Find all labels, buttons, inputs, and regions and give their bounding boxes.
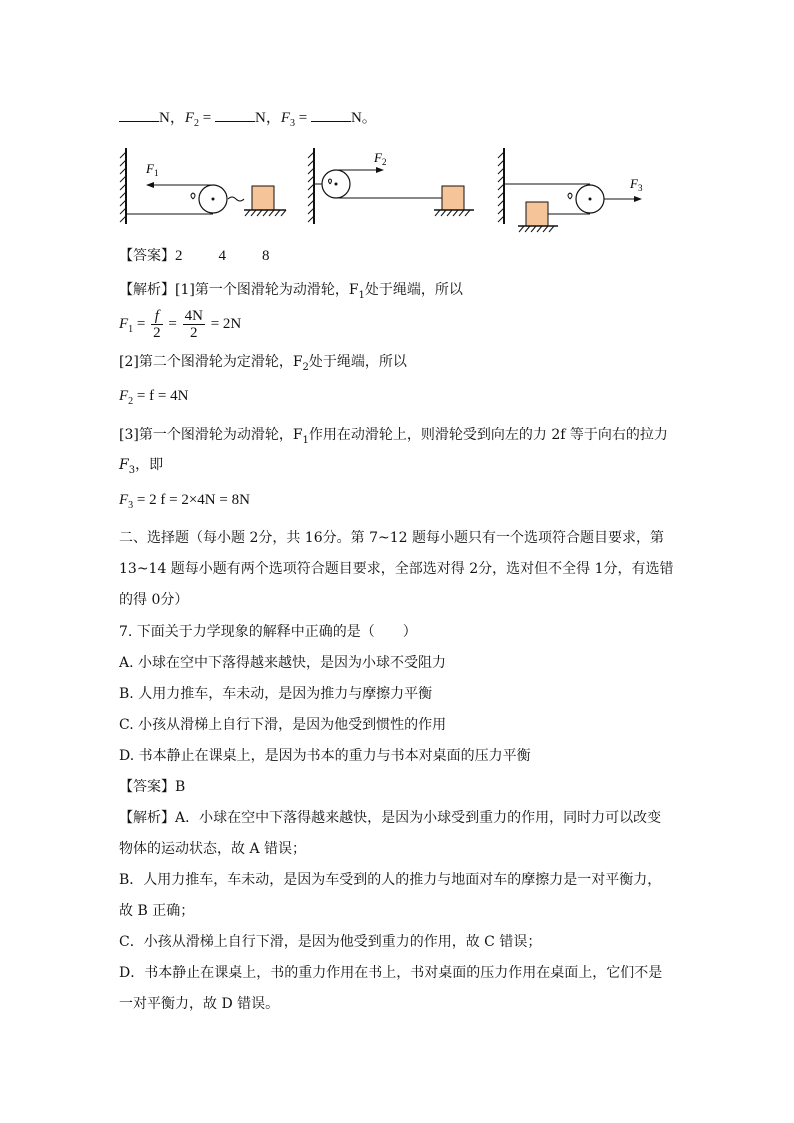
analysis-text: 处于绳端，所以 [308,354,407,370]
analysis-line: 物体的运动状态，故 A 错误； [119,841,307,857]
eq-result: = f = 4N [136,388,189,404]
option-d: D. 书本静止在课桌上，是因为书本的重力与书本对桌面的压力平衡 [119,748,531,764]
analysis-text: 作用在动滑轮上，则滑轮受到向左的力 2f 等于向右的拉力 [308,427,668,443]
eq-var: F [119,316,129,332]
eq-var: F [119,492,129,508]
analysis-tag: 【解析】 [119,282,175,298]
analysis-para-3 [119,425,668,451]
f3-label: F [280,110,290,126]
analysis-line: 故 B 正确； [119,903,195,919]
f3-arrow-label: $F_3$ [630,176,643,193]
section-heading: 二、选择题（每小题 2分，共 16分。第 7~12 题每小题只有一个选项符合题目要求，第 [119,530,664,546]
figure-3-pulley [496,146,656,236]
analysis-text: ，即 [135,457,164,473]
figure-2-pulley [306,146,478,230]
figure-1-pulley [118,146,290,230]
answer-value: 2 [175,248,183,264]
blank-f1[interactable] [119,109,159,122]
subscript: 1 [358,289,365,301]
subscript: 1 [302,434,309,446]
eq-result: = 2 f = 2×4N = 8N [136,492,250,508]
question-stem: 7. 下面关于力学现象的解释中正确的是（ ） [119,624,417,640]
blank-f3[interactable] [311,109,351,122]
analysis-line: 一对平衡力，故 D 错误。 [119,996,280,1012]
f2-arrow-label: $F_2$ [374,150,387,167]
subscript: 2 [302,361,309,373]
option-c: C. 小孩从滑梯上自行下滑，是因为他受到惯性的作用 [119,717,447,733]
equals: = [199,110,215,126]
blank-f2[interactable] [215,109,255,122]
blanks-line [119,108,377,134]
equation-2 [119,386,188,412]
f2-label: F [184,110,195,126]
analysis-text: 处于绳端，所以 [364,282,463,298]
unit-text: N， [254,110,281,126]
analysis-para-2 [119,352,407,378]
analysis-text: [1]第一个图滑轮为动滑轮，F [175,282,359,298]
section-heading: 13~14 题每小题有两个选项符合题目要求，全部选对得 2分，选对但不全得 1分，有选错 [119,561,674,577]
analysis-line: B．人用力推车，车未动，是因为车受到的人的推力与地面对车的摩擦力是一对平衡力， [119,872,662,888]
f1-arrow-label: $F_1$ [146,161,159,178]
option-b: B. 人用力推车，车未动，是因为推力与摩擦力平衡 [119,686,433,702]
answer-line-2: 【答案】B [119,779,186,795]
subscript: 3 [128,464,136,476]
eq-result: = 2N [210,316,242,332]
answer-tag: 【答案】 [119,248,175,264]
equals: = [295,110,311,126]
answer-line-1 [119,246,270,266]
option-a: A. 小球在空中下落得越来越快，是因为小球不受阻力 [119,655,447,671]
eq-var: F [119,388,129,404]
analysis-para-1 [119,280,463,306]
equation-1: $F_1$ = $\frac{f}{2}$ = $\frac{4N}{2}$ = 2N [119,308,242,342]
fraction: $\frac{f}{2}$ [153,308,161,342]
unit-text: N。 [350,110,377,126]
analysis-text: [2]第二个图滑轮为定滑轮，F [119,354,303,370]
analysis-para-3b: $F_3$，即 [119,457,164,476]
subscript: 3 [128,500,134,511]
subscript: 2 [128,396,134,407]
f3-sub: 3 [290,118,295,129]
answer-value: 8 [262,248,270,264]
analysis-line: D．书本静止在课桌上，书的重力作用在书上，书对桌面的压力作用在桌面上，它们不是 [119,965,663,981]
f2-sub: 2 [194,118,200,129]
section-heading: 的得 0分） [119,592,189,608]
equation-3 [119,490,250,516]
analysis-text: [3]第一个图滑轮为动滑轮，F [119,427,303,443]
answer-value: 4 [218,248,226,264]
analysis-line: 【解析】A．小球在空中下落得越来越快，是因为小球受到重力的作用，同时力可以改变 [119,810,662,826]
unit-text: N， [159,110,185,126]
fraction: $\frac{4N}{2}$ [184,308,203,342]
analysis-line: C．小孩从滑梯上自行下滑，是因为他受到重力的作用，故 C 错误； [119,934,542,950]
subscript: 1 [128,324,134,335]
